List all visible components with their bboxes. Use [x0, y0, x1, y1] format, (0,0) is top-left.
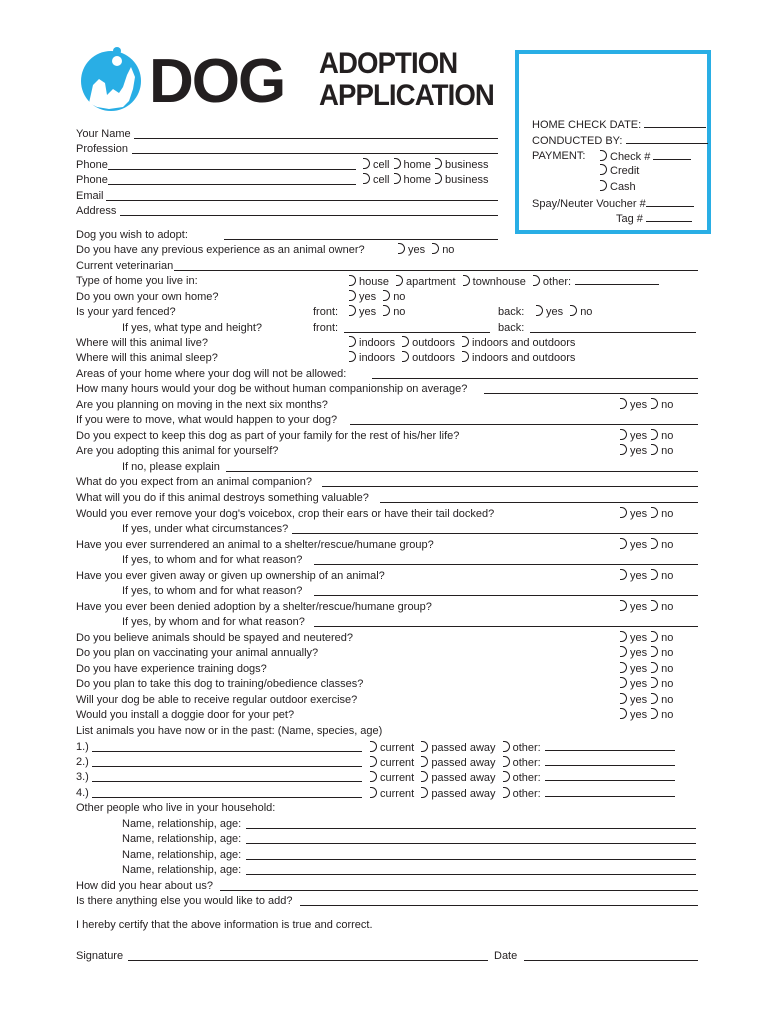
logo-title-1: ADOPTION: [319, 47, 458, 80]
payment-label: PAYMENT:: [532, 150, 586, 162]
animal-num-1: 1.): [76, 741, 89, 753]
fence-type-label: If yes, what type and height?: [122, 322, 263, 334]
for-yourself-options[interactable]: yes no: [620, 444, 677, 458]
keep-dog-label: Do you expect to keep this dog as part of your family for the rest of his/her life?: [76, 430, 460, 442]
explain-field[interactable]: [226, 471, 698, 472]
household-field-4[interactable]: [246, 874, 696, 875]
animal-field-3[interactable]: [92, 781, 362, 782]
address-label: Address: [76, 205, 117, 217]
phone-field-1[interactable]: [108, 169, 356, 170]
denied-label: Have you ever been denied adoption by a shelter/rescue/humane group?: [76, 601, 432, 613]
given-away-options[interactable]: yes no: [620, 569, 677, 583]
payment-cash[interactable]: Cash: [600, 180, 636, 194]
animal-field-1[interactable]: [92, 751, 362, 752]
surrender-whom-label: If yes, to whom and for what reason?: [122, 554, 303, 566]
home-type-options[interactable]: house apartment townhouse other:: [349, 274, 659, 289]
spayed-label: Do you believe animals should be spayed and neutered?: [76, 632, 354, 644]
signature-field[interactable]: [128, 960, 488, 961]
destroys-field[interactable]: [380, 502, 698, 503]
logo-title-2: APPLICATION: [319, 79, 494, 112]
fence-back-field[interactable]: [530, 332, 696, 333]
vet-label: Current veterinarian: [76, 260, 174, 272]
experience-options[interactable]: yes no: [398, 243, 458, 257]
phone-field-2[interactable]: [108, 184, 356, 185]
dog-wish-field[interactable]: [224, 239, 498, 240]
payment-credit[interactable]: Credit: [600, 164, 639, 178]
given-whom-label: If yes, to whom and for what reason?: [122, 585, 303, 597]
payment-check[interactable]: Check #: [600, 149, 691, 164]
animal-field-4[interactable]: [92, 797, 362, 798]
voicebox-label: Would you ever remove your dog's voicebox, crop their ears or have their tail docked?: [76, 508, 495, 520]
if-move-field[interactable]: [350, 424, 698, 425]
obedience-options[interactable]: yes no: [620, 677, 677, 691]
hours-alone-field[interactable]: [484, 393, 698, 394]
back-label: back:: [498, 306, 525, 318]
own-home-options[interactable]: yes no: [349, 290, 409, 304]
date-label: Date: [494, 950, 518, 962]
spayed-options[interactable]: yes no: [620, 631, 677, 645]
list-animals-label: List animals you have now or in the past: (Name, species, age): [76, 725, 383, 737]
not-allowed-field[interactable]: [372, 378, 698, 379]
animal-num-4: 4.): [76, 787, 89, 799]
expect-label: What do you expect from an animal companion?: [76, 476, 313, 488]
denied-whom-field[interactable]: [314, 626, 698, 627]
animal-field-2[interactable]: [92, 766, 362, 767]
certify-text: I hereby certify that the above information is true and correct.: [76, 919, 373, 931]
tag: Tag #: [616, 211, 692, 226]
vaccinating-label: Do you plan on vaccinating your animal annually?: [76, 647, 319, 659]
anything-else-label: Is there anything else you would like to add?: [76, 895, 293, 907]
not-allowed-label: Areas of your home where your dog will not be allowed:: [76, 368, 347, 380]
animal-options-3[interactable]: current passed away other:: [370, 770, 675, 785]
obedience-label: Do you plan to take this dog to training/obedience classes?: [76, 678, 364, 690]
yard-front-options[interactable]: yes no: [349, 305, 409, 319]
household-field-2[interactable]: [246, 843, 696, 844]
back-label-2: back:: [498, 322, 525, 334]
profession-field[interactable]: [132, 153, 498, 154]
expect-field[interactable]: [322, 486, 698, 487]
training-options[interactable]: yes no: [620, 662, 677, 676]
conducted-by: CONDUCTED BY:: [532, 133, 708, 148]
household-label-1: Name, relationship, age:: [122, 818, 242, 830]
exercise-label: Will your dog be able to receive regular outdoor exercise?: [76, 694, 358, 706]
sleep-label: Where will this animal sleep?: [76, 352, 218, 364]
for-yourself-label: Are you adopting this animal for yourself?: [76, 445, 279, 457]
logo-word: DOG: [149, 47, 285, 116]
household-field-3[interactable]: [246, 859, 696, 860]
animal-num-2: 2.): [76, 756, 89, 768]
animal-options-1[interactable]: current passed away other:: [370, 740, 675, 755]
email-field[interactable]: [106, 200, 498, 201]
surrendered-options[interactable]: yes no: [620, 538, 677, 552]
hours-alone-label: How many hours would your dog be without human companionship on average?: [76, 383, 468, 395]
phone-label-2: Phone: [76, 174, 108, 186]
signature-label: Signature: [76, 950, 124, 962]
vet-field[interactable]: [174, 270, 698, 271]
date-field[interactable]: [524, 960, 698, 961]
front-label: front:: [313, 306, 339, 318]
hear-about-label: How did you hear about us?: [76, 880, 213, 892]
household-label-3: Name, relationship, age:: [122, 849, 242, 861]
destroys-label: What will you do if this animal destroys something valuable?: [76, 492, 369, 504]
moving-label: Are you planning on moving in the next six months?: [76, 399, 328, 411]
denied-options[interactable]: yes no: [620, 600, 677, 614]
circumstances-field[interactable]: [292, 533, 698, 534]
dog-logo-icon: [79, 45, 143, 111]
home-check-date: HOME CHECK DATE:: [532, 117, 706, 132]
dog-wish-label: Dog you wish to adopt:: [76, 229, 188, 241]
live-options[interactable]: indoors outdoors indoors and outdoors: [349, 336, 579, 350]
doggie-door-label: Would you install a doggie door for your pet?: [76, 709, 295, 721]
vaccinating-options[interactable]: yes no: [620, 646, 677, 660]
denied-whom-label: If yes, by whom and for what reason?: [122, 616, 305, 628]
if-move-label: If you were to move, what would happen to your dog?: [76, 414, 338, 426]
profession-label: Profession: [76, 143, 128, 155]
hear-about-field[interactable]: [220, 890, 698, 891]
doggie-door-options[interactable]: yes no: [620, 708, 677, 722]
animal-options-4[interactable]: current passed away other:: [370, 786, 675, 801]
sleep-options[interactable]: indoors outdoors indoors and outdoors: [349, 351, 579, 365]
household-field-1[interactable]: [246, 828, 696, 829]
surrendered-label: Have you ever surrendered an animal to a shelter/rescue/humane group?: [76, 539, 434, 551]
your-name-label: Your Name: [76, 128, 131, 140]
household-label: Other people who live in your household:: [76, 802, 276, 814]
address-field[interactable]: [120, 215, 498, 216]
yard-back-options[interactable]: yes no: [536, 305, 596, 319]
voicebox-options[interactable]: yes no: [620, 507, 677, 521]
circumstances-label: If yes, under what circumstances?: [122, 523, 289, 535]
email-label: Email: [76, 190, 104, 202]
household-label-4: Name, relationship, age:: [122, 864, 242, 876]
surrender-whom-field[interactable]: [314, 564, 698, 565]
phone-type-2[interactable]: cell home business: [363, 173, 492, 187]
your-name-field[interactable]: [134, 138, 498, 139]
yard-fenced-label: Is your yard fenced?: [76, 306, 176, 318]
exercise-options[interactable]: yes no: [620, 693, 677, 707]
given-away-label: Have you ever given away or given up ownership of an animal?: [76, 570, 385, 582]
experience-label: Do you have any previous experience as an animal owner?: [76, 244, 365, 256]
front-label-2: front:: [313, 322, 339, 334]
fence-front-field[interactable]: [344, 332, 490, 333]
voucher: Spay/Neuter Voucher #: [532, 196, 694, 211]
own-home-label: Do you own your own home?: [76, 291, 219, 303]
given-whom-field[interactable]: [314, 595, 698, 596]
animal-num-3: 3.): [76, 771, 89, 783]
moving-options[interactable]: yes no: [620, 398, 677, 412]
phone-label-1: Phone: [76, 159, 108, 171]
live-label: Where will this animal live?: [76, 337, 209, 349]
phone-type-1[interactable]: cell home business: [363, 158, 492, 172]
household-label-2: Name, relationship, age:: [122, 833, 242, 845]
animal-options-2[interactable]: current passed away other:: [370, 755, 675, 770]
keep-dog-options[interactable]: yes no: [620, 429, 677, 443]
anything-else-field[interactable]: [300, 905, 698, 906]
training-label: Do you have experience training dogs?: [76, 663, 267, 675]
home-type-label: Type of home you live in:: [76, 275, 198, 287]
explain-label: If no, please explain: [122, 461, 220, 473]
